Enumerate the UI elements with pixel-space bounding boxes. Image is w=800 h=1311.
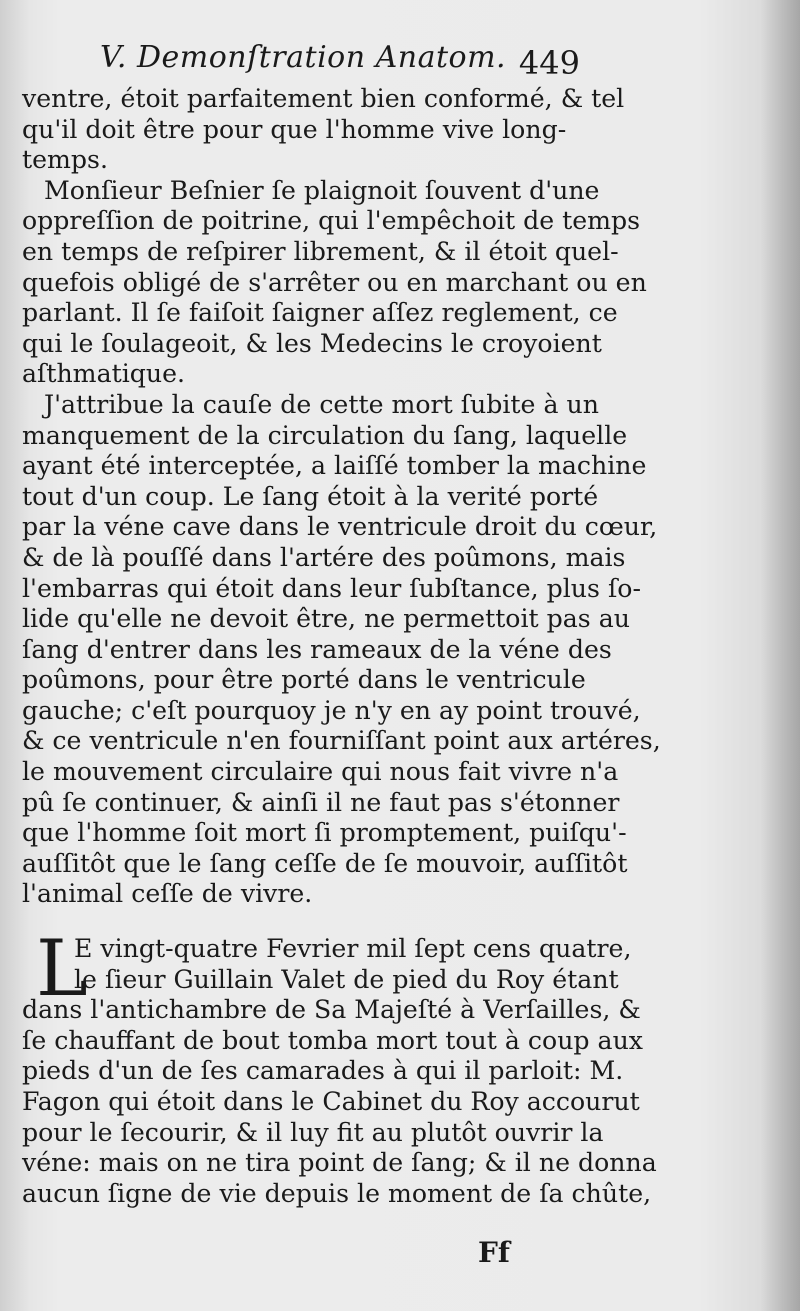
text-line: l'animal ceſſe de vivre. [22,879,313,909]
text-line: & ce ventricule n'en fourniſſant point aux artéres, [22,726,661,756]
text-line: Monſieur Beſnier ſe plaignoit ſouvent d'une [44,175,600,205]
body-text [22,84,661,1209]
text-line: poûmons, pour être porté dans le ventricule [22,665,586,695]
text-line: ayant été interceptée, a laiſſé tomber la machine [22,451,647,481]
paragraph-2 [22,175,647,390]
page-header [100,40,580,90]
text-line: lide qu'elle ne devoit être, ne permettoit pas au [22,604,630,634]
text-line: qui le ſoulageoit, & les Medecins le croyoient [22,328,602,358]
text-line: par la véne cave dans le ventricule droit du cœur, [22,512,658,542]
text-line: véne: mais on ne tira point de ſang; & il ne donna [22,1148,657,1178]
text-line: l'embarras qui étoit dans leur ſubſtance, plus ſo- [22,573,641,603]
page-edge-shadow [760,0,800,1311]
text-line: le ſieur Guillain Valet de pied du Roy étant [74,964,619,994]
text-line: dans l'antichambre de Sa Majeſté à Verſailles, & [22,995,641,1025]
text-line: parlant. Il ſe faiſoit ſaigner aſſez reglement, ce [22,298,618,328]
text-line: Fagon qui étoit dans le Cabinet du Roy accourut [22,1087,640,1116]
text-line: en temps de reſpirer librement, & il étoit quel- [22,236,619,266]
section-gap [22,910,592,934]
text-line: manquement de la circulation du ſang, laquelle [22,420,628,450]
text-line: ſe chauffant de bout tomba mort tout à coup aux [22,1025,643,1055]
text-line: que l'homme ſoit mort ſi promptement, puiſqu'- [22,818,627,848]
text-line: gauche; c'eſt pourquoy je n'y en ay point trouvé, [22,695,641,725]
text-line: temps. [22,145,108,175]
paragraph-1 [22,84,625,176]
paragraph-4 [22,924,657,1209]
text-line: auſſitôt que le ſang ceſſe de ſe mouvoir, auſſitôt [22,848,628,878]
text-line: aucun ſigne de vie depuis le moment de ſa chûte, [22,1178,652,1208]
text-line: J'attribue la cauſe de cette mort ſubite à un [44,389,599,419]
text-line: E vingt-quatre Fevrier mil ſept cens quatre, [74,934,632,964]
text-line: ſang d'entrer dans les rameaux de la véne des [22,634,612,664]
drop-cap: L [36,924,88,1015]
text-line: le mouvement circulaire qui nous fait vivre n'a [22,757,619,787]
text-line: ventre, étoit parfaitement bien conformé, & tel [22,84,625,113]
text-line: pour le ſecourir, & il luy fit au plutôt ouvrir la [22,1117,604,1147]
paragraph-3 [22,389,661,910]
text-line: & de là pouſſé dans l'artére des poûmons, mais [22,542,626,572]
text-line: pieds d'un de ſes camarades à qui il parloit: M. [22,1056,624,1086]
text-line: oppreſſion de poitrine, qui l'empêchoit de temps [22,206,641,236]
text-line: qu'il doit être pour que l'homme vive long- [22,114,567,144]
running-head: V. Demonſtration Anatom. [100,40,507,75]
text-line: tout d'un coup. Le ſang étoit à la verité porté [22,481,599,511]
text-line: pû ſe continuer, & ainſi il ne faut pas s'étonner [22,787,620,817]
text-line: quefois obligé de s'arrêter ou en marchant ou en [22,267,647,297]
text-line: aſthmatique. [22,359,186,389]
page-number: 449 [518,44,580,82]
signature-mark: Ff [478,1236,510,1269]
